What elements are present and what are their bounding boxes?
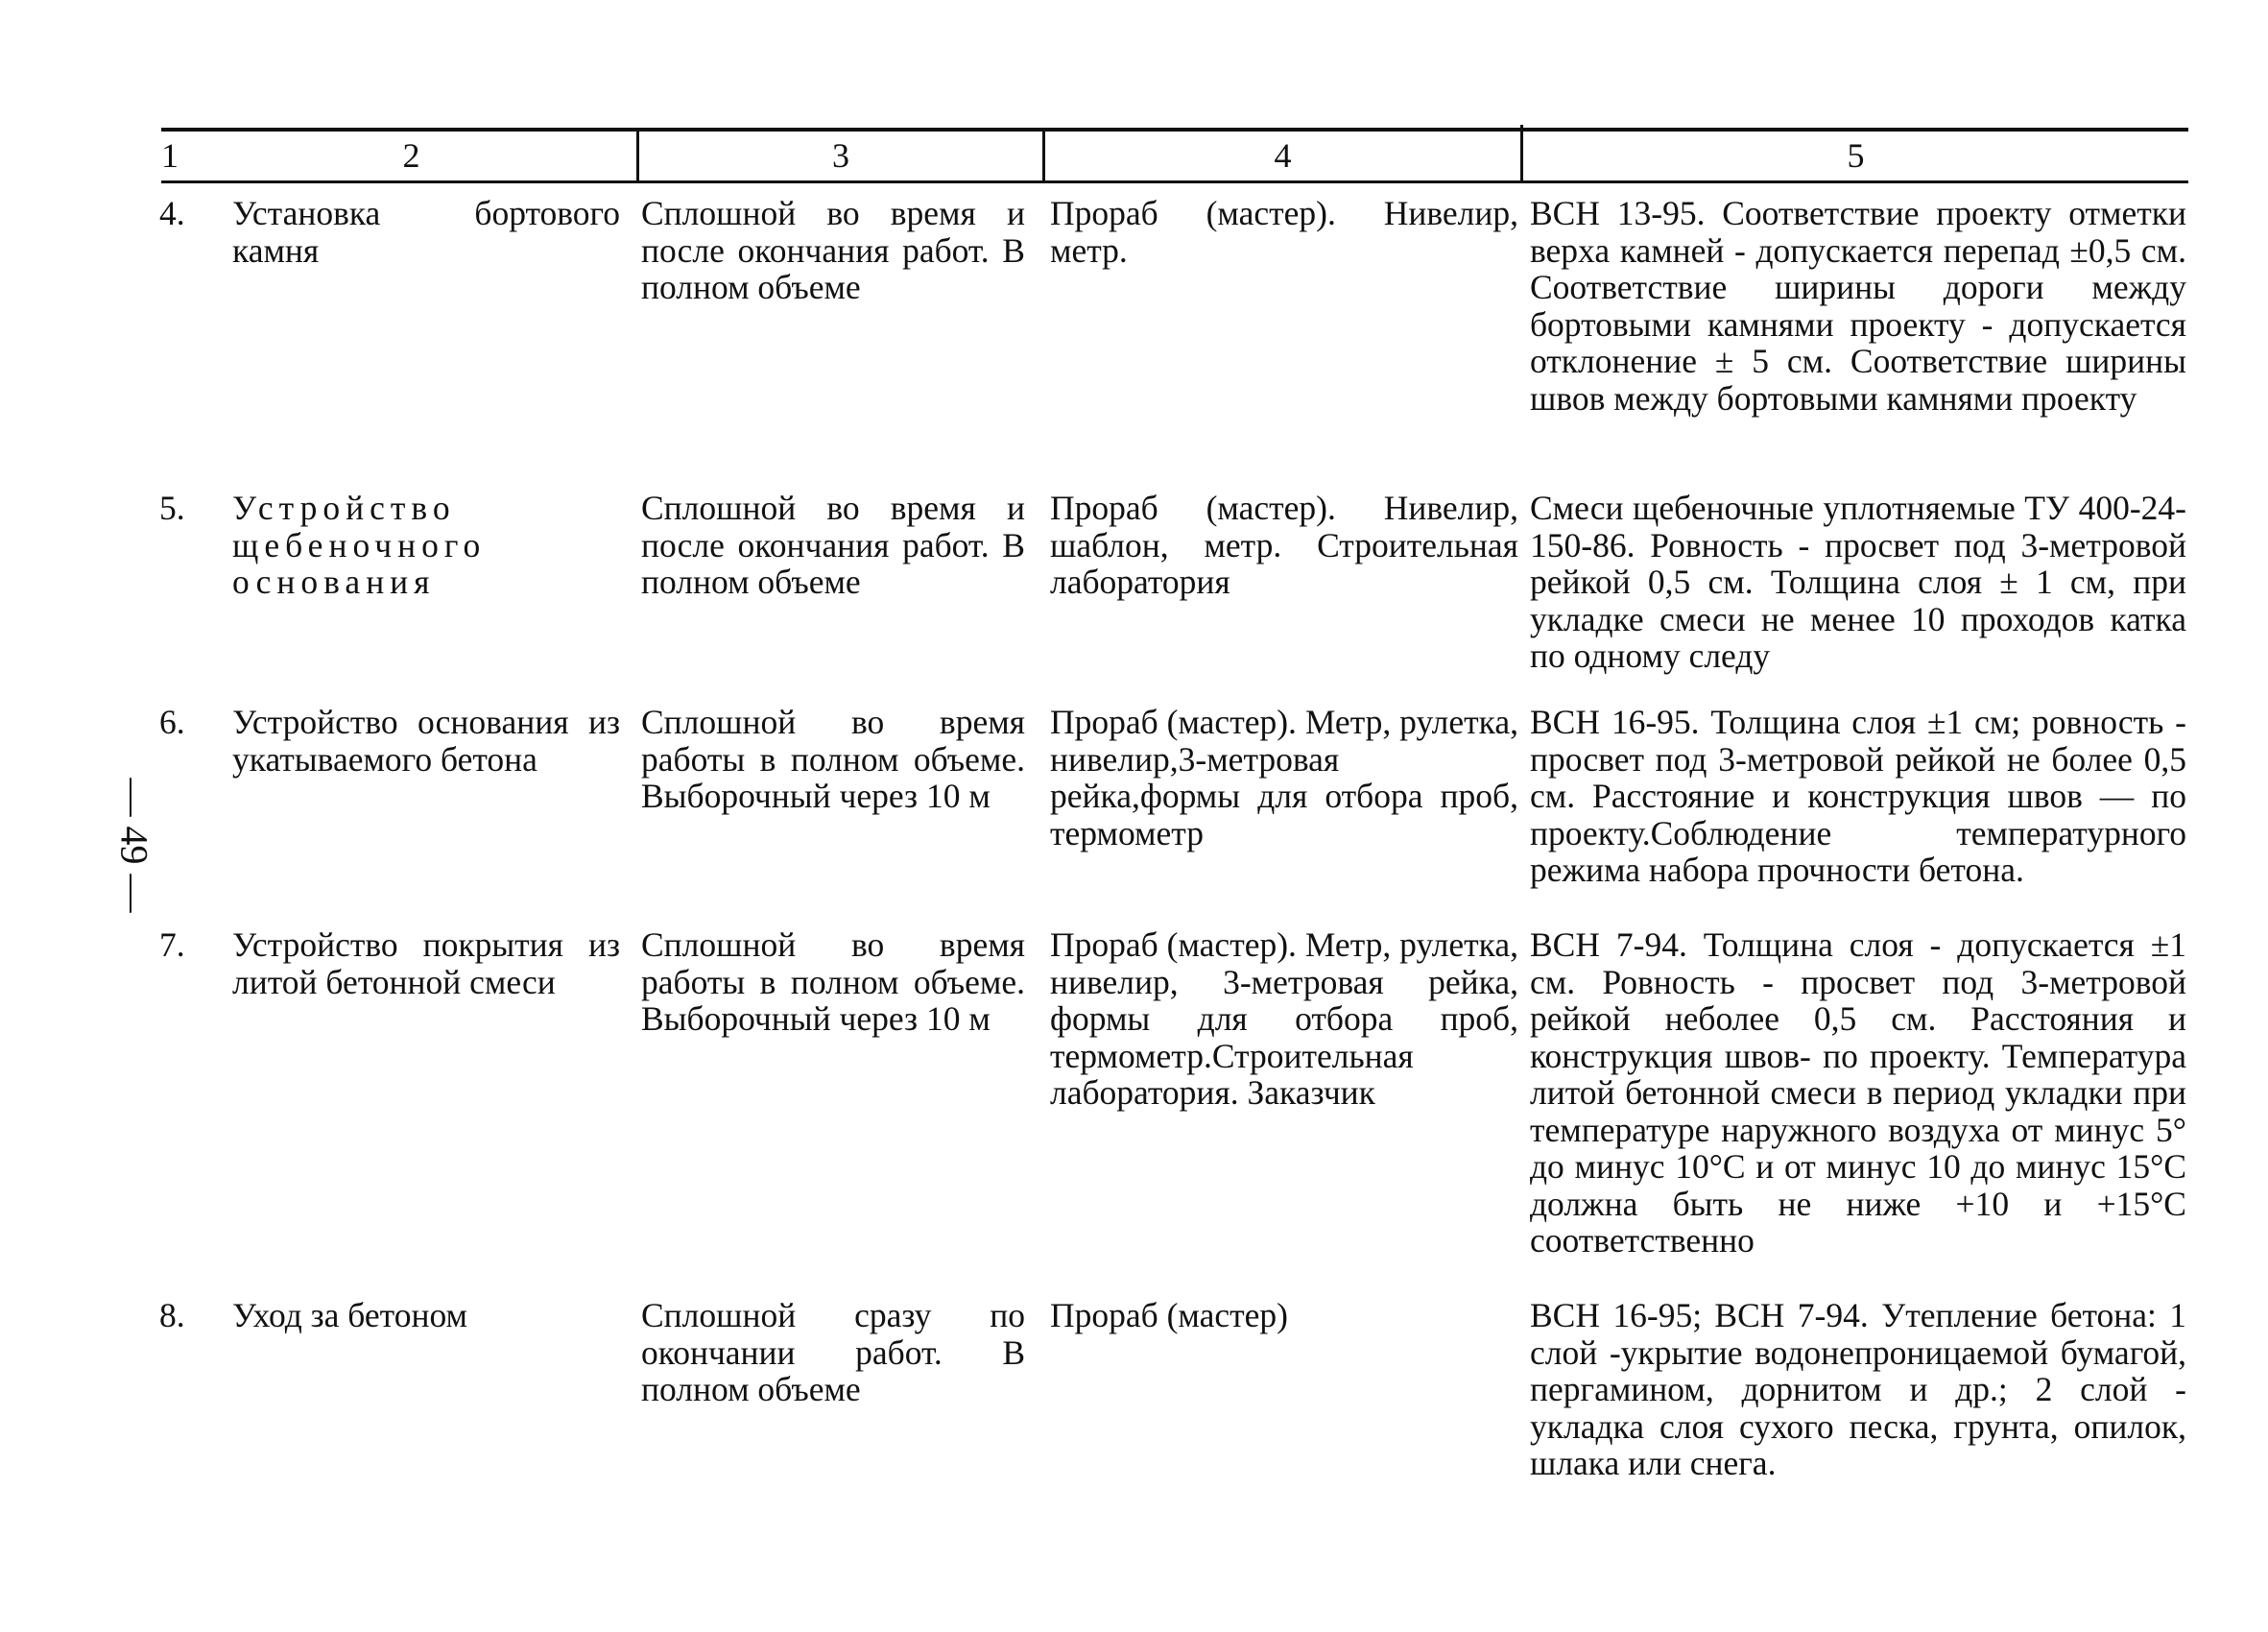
column-header-2: 2 [402,136,420,175]
column-header-1: 1 [161,136,179,175]
page-number: — 49 — [112,778,156,912]
column-header-4: 4 [1274,136,1292,175]
row-6-number: 6. [159,703,185,741]
row-8-control: Сплошной сразу по окончании работ. В полном объеме [641,1296,1025,1408]
row-8-criteria: ВСН 16-95; ВСН 7-94. Утепление бетона: 1 слой -укрытие водонепроницаемой бумагой, пергамином, дорнитом и др.; 2 слой - укладка слоя сухого песка, грунта, опилок, шлака или снега. [1530,1296,2186,1482]
row-4-control: Сплошной во время и после окончания работ. В полном объеме [641,194,1025,306]
column-header-5: 5 [1847,136,1865,175]
row-5-work: Устройство щебеночного основания [232,489,487,601]
row-5-control: Сплошной во время и после окончания работ. В полном объеме [641,489,1025,601]
row-8-responsible: Прораб (мастер) [1050,1296,1288,1334]
row-5-criteria: Смеси щебеночные уплотняемые ТУ 400-24-150-86. Ровность - просвет под 3-метровой рейкой 0,5 см. Толщина слоя ± 1 см, при укладке смеси не менее 10 проходов катка по одному следу [1530,489,2186,675]
row-6-criteria: ВСН 16-95. Толщина слоя ±1 см; ровность - просвет под 3-метровой рейкой не более 0,5 см. Расстояние и конструкция швов — по проекту.Соблюдение температурного режима набора прочности бетона. [1530,703,2186,889]
row-6-work: Устройство основания из укатываемого бетона [232,703,620,779]
row-4-number: 4. [159,194,185,232]
row-8-number: 8. [159,1296,185,1334]
row-5-responsible: Прораб (мастер). Нивелир, шаблон, метр. Строительная лаборатория [1050,489,1518,601]
row-6-responsible: Прораб (мастер). Метр, рулетка, нивелир,3-метровая рейка,формы для отбора проб, термометр [1050,703,1518,852]
row-8-work: Уход за бетоном [232,1296,467,1334]
row-4-responsible: Прораб (мастер). Нивелир, метр. [1050,194,1518,270]
row-7-work: Устройство покрытия из литой бетонной смеси [232,925,620,1001]
row-4-criteria: ВСН 13-95. Соответствие проекту отметки верха камней - допускается перепад ±0,5 см. Соответствие ширины дороги между бортовыми камнями проекту - допускается отклонение ± 5 см. Соответствие ширины швов между бортовыми камнями проекту [1530,194,2186,418]
row-7-control: Сплошной во время работы в полном объеме. Выборочный через 10 м [641,925,1025,1038]
row-6-control: Сплошной во время работы в полном объеме. Выборочный через 10 м [641,703,1025,815]
row-4-work: Установка бортового камня [232,194,620,270]
row-7-number: 7. [159,925,185,964]
row-5-number: 5. [159,489,185,527]
row-7-responsible: Прораб (мастер). Метр, рулетка, нивелир, 3-метровая рейка, формы для отбора проб, термометр.Строительная лаборатория. Заказчик [1050,925,1518,1112]
column-header-3: 3 [832,136,849,175]
table-header-bottom-rule [161,180,2188,183]
row-7-criteria: ВСН 7-94. Толщина слоя - допускается ±1 см. Ровность - просвет под 3-метровой рейкой неболее 0,5 см. Расстояния и конструкция швов- по проекту. Температура литой бетонной смеси в период укладки при температуре наружного воздуха от минус 5° до минус 10°С и от минус 10 до минус 15°С должна быть не ниже +10 и +15°С соответственно [1530,925,2186,1260]
